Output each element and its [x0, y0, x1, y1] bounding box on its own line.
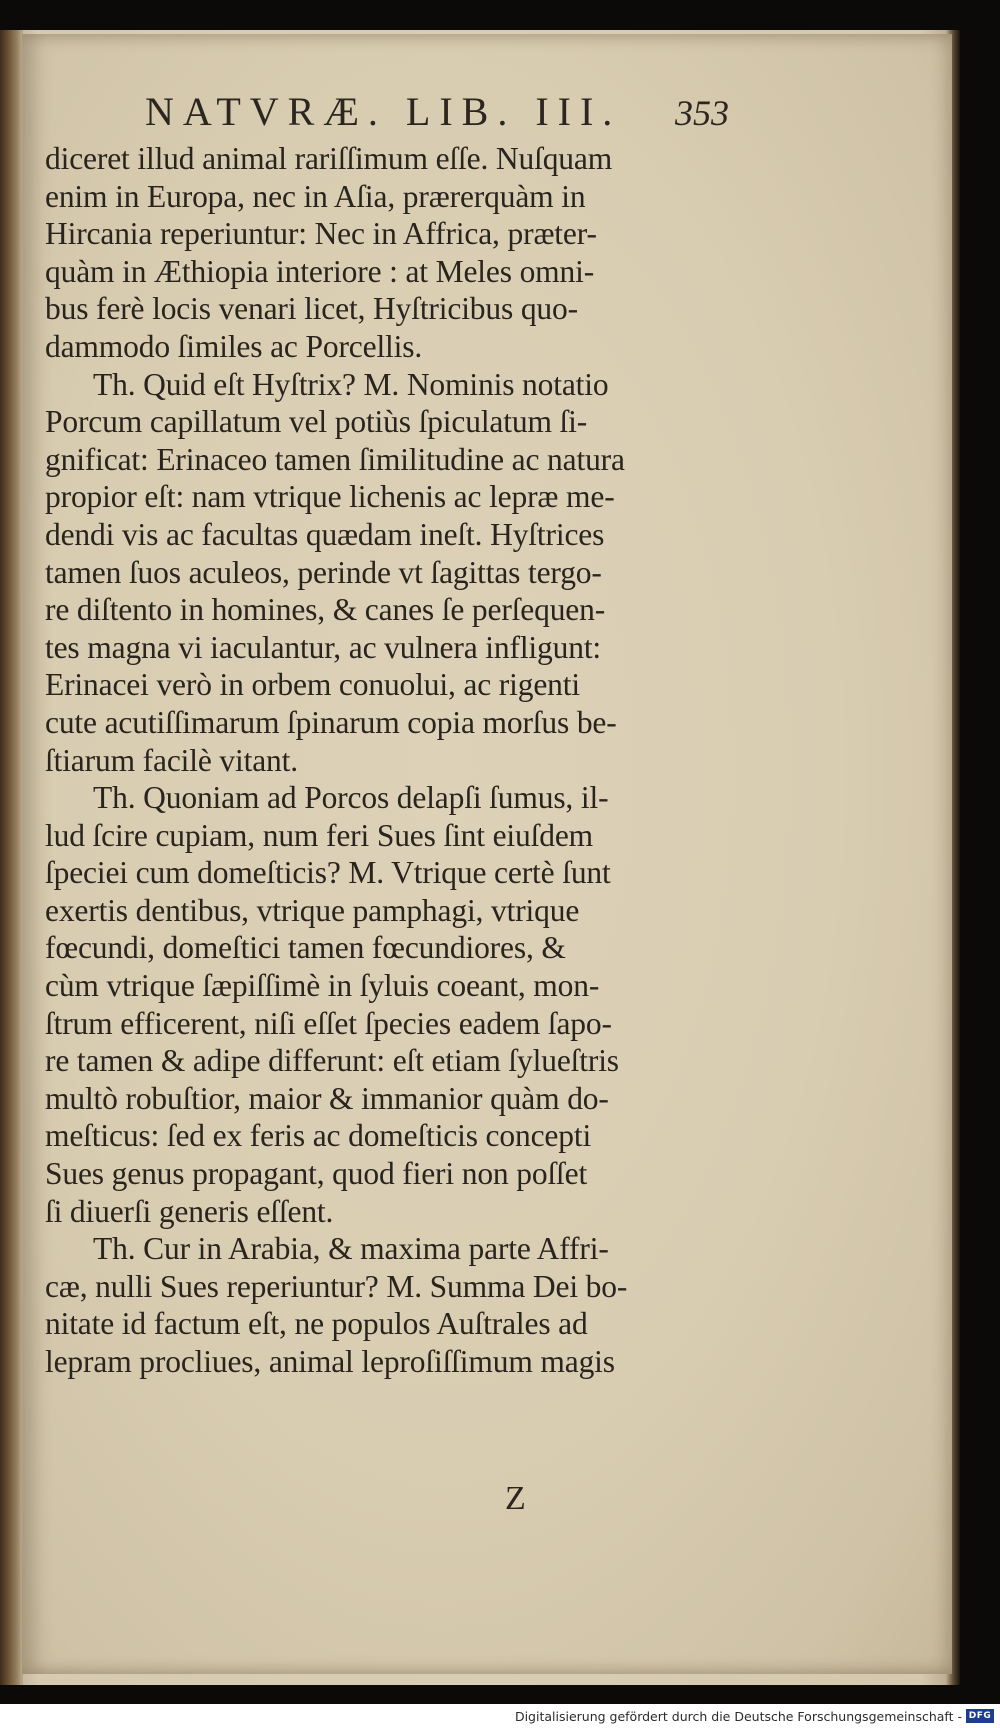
text-line: dendi vis ac facultas quædam ineſt. Hyſtrices [45, 516, 605, 552]
text-line: Th. Quid eſt Hyſtrix? M. Nominis notatio [93, 366, 609, 402]
text-line: quàm in Æthiopia interiore : at Meles omni- [45, 253, 595, 289]
text-line: ſpeciei cum domeſticis? M. Vtrique certè ſunt [45, 855, 611, 891]
dfg-logo: DFG [966, 1709, 994, 1723]
text-line: Porcum capillatum vel potiùs ſpiculatum ſi- [45, 404, 588, 440]
text-line: tamen ſuos aculeos, perinde vt ſagittas tergo- [45, 554, 602, 590]
text-line: enim in Europa, nec in Aſia, prærerquàm in [45, 178, 586, 214]
text-line: Th. Quoniam ad Porcos delapſi ſumus, il- [93, 780, 609, 816]
text-line: ſi diuerſi generis eſſent. [45, 1193, 334, 1229]
text-line: fœcundi, domeſtici tamen fœcundiores, & [45, 930, 566, 966]
signature-mark: Z [505, 1480, 526, 1517]
text-line: diceret illud animal rariſſimum eſſe. Nuſquam [45, 141, 613, 176]
text-line: Erinacei verò in orbem conuolui, ac rigenti [45, 667, 580, 703]
text-line: multò robuſtior, maior & immanior quàm do- [45, 1080, 609, 1116]
text-line: tes magna vi iaculantur, ac vulnera infligunt: [45, 629, 602, 665]
running-head: NATVRÆ. LIB. III. [145, 89, 622, 134]
text-line: re diſtento in homines, & canes ſe perſequen- [45, 592, 606, 628]
text-line: ſtrum efficerent, niſi eſſet ſpecies eadem ſapo- [45, 1005, 612, 1041]
digitization-credit: Digitalisierung gefördert durch die Deutsche Forschungsgemeinschaft - [514, 1709, 962, 1724]
text-line: lepram procliues, animal leproſiſſimum magis [45, 1344, 615, 1379]
text-line: re tamen & adipe differunt: eſt etiam ſylueſtris [45, 1043, 619, 1079]
text-line: exertis dentibus, vtrique pamphagi, vtrique [45, 892, 580, 928]
text-line: propior eſt: nam vtrique lichenis ac lepræ me- [45, 479, 615, 515]
text-line: bus ferè locis venari licet, Hyſtricibus quo- [45, 291, 578, 327]
text-line: lud ſcire cupiam, num feri Sues ſint eiuſdem [45, 817, 594, 853]
text-line: gnificat: Erinaceo tamen ſimilitudine ac natura [45, 441, 625, 477]
text-line: dammodo ſimiles ac Porcellis. [45, 328, 423, 364]
body-text [45, 140, 735, 1381]
page-gutter-edge [0, 30, 22, 1685]
text-line: cæ, nulli Sues reperiuntur? M. Summa Dei bo- [45, 1268, 628, 1304]
text-line: cute acutiſſimarum ſpinarum copia morſus be- [45, 704, 617, 740]
text-line: Sues genus propagant, quod fieri non poſſet [45, 1156, 588, 1192]
text-line: nitate id factum eſt, ne populos Auſtrales ad [45, 1306, 588, 1342]
text-line: cùm vtrique ſæpiſſimè in ſyluis coeant, mon- [45, 968, 600, 1004]
page-number: 353 [675, 93, 729, 133]
text-line: meſticus: ſed ex feris ac domeſticis concepti [45, 1118, 592, 1154]
text-line: Hircania reperiuntur: Nec in Affrica, præter- [45, 216, 597, 252]
text-line: Th. Cur in Arabia, & maxima parte Affri- [93, 1231, 609, 1267]
text-line: ſtiarum facilè vitant. [45, 742, 298, 778]
